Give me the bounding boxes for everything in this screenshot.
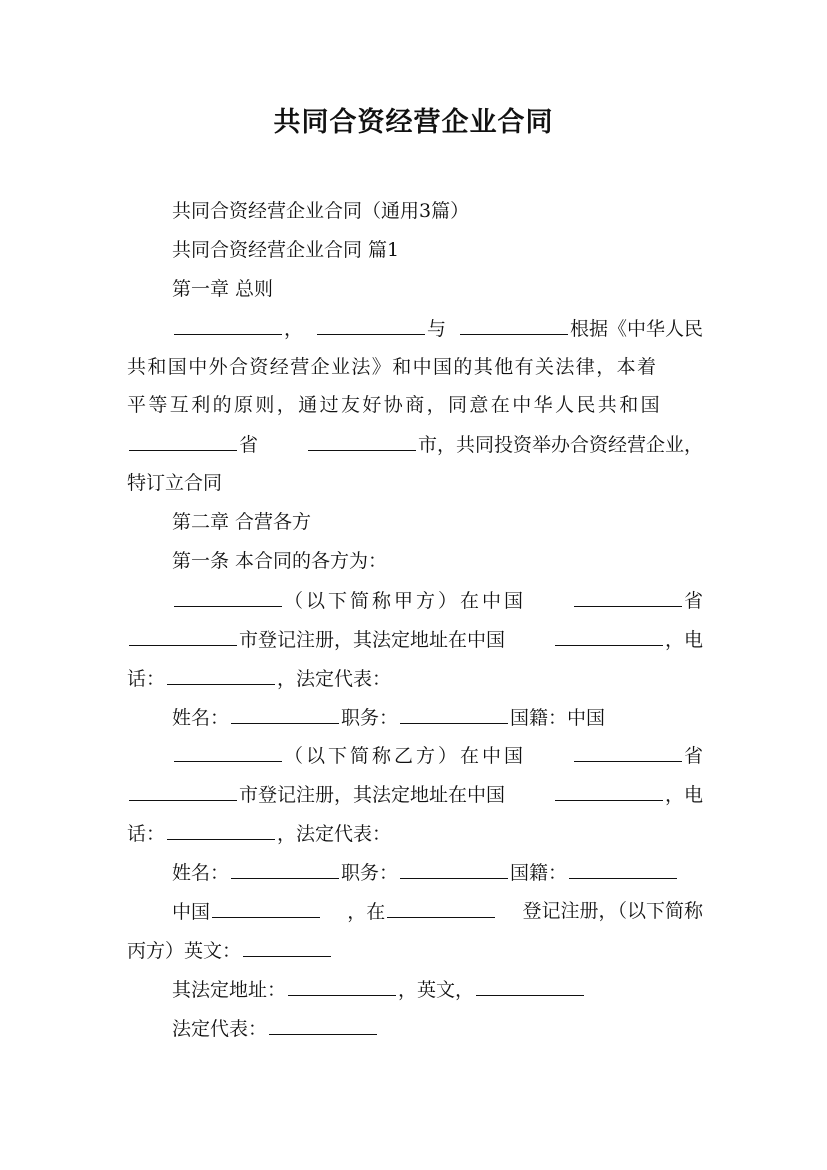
party-a-details: 姓名： 职务： 国籍：中国 [172, 707, 606, 729]
blank-field [269, 1016, 377, 1035]
blank-field [400, 705, 508, 724]
article-one-heading: 第一条 本合同的各方为： [172, 550, 388, 572]
party-b-line: 市登记注册，其法定地址在中国 ，电 [127, 782, 703, 807]
party-c-line: 丙方）英文： [127, 938, 703, 963]
blank-field [574, 743, 682, 762]
blank-field [167, 666, 275, 685]
blank-field [460, 316, 568, 335]
party-a-line: 市登记注册，其法定地址在中国 ，电 [127, 627, 703, 652]
chapter-one-heading: 第一章 总则 [172, 278, 274, 300]
party-a-line: 话： ，法定代表： [127, 668, 392, 690]
paragraph-section-heading: 共同合资经营企业合同 篇1 [172, 239, 400, 261]
blank-field [174, 588, 282, 607]
blank-field [569, 860, 677, 879]
party-a-line: （以下简称甲方）在中国 省 [172, 588, 703, 613]
blank-field [574, 588, 682, 607]
blank-field [387, 899, 495, 918]
party-c-representative: 法定代表： [172, 1016, 703, 1041]
party-c-line: 中国 ，在 登记注册，（以下简称 [172, 900, 703, 923]
party-b-line: （以下简称乙方）在中国 省 [172, 743, 703, 768]
blank-field [317, 316, 425, 335]
blank-field [129, 782, 237, 801]
paragraph-line: 特订立合同 [127, 472, 223, 494]
blank-field [308, 432, 416, 451]
blank-field [288, 977, 396, 996]
blank-field [476, 977, 584, 996]
paragraph-line: ， 与 根据《中华人民 [172, 316, 703, 341]
blank-field [129, 627, 237, 646]
party-b-details: 姓名： 职务： 国籍： [172, 860, 703, 885]
paragraph-subtitle: 共同合资经营企业合同（通用3篇） [172, 200, 470, 222]
document-title: 共同合资经营企业合同 [273, 107, 554, 138]
paragraph-line: 省 市，共同投资举办合资经营企业， [127, 432, 703, 457]
paragraph-line: 共和国中外合资经营企业法》和中国的其他有关法律，本着 [127, 356, 658, 378]
chapter-two-heading: 第二章 合营各方 [172, 511, 312, 533]
blank-field [555, 782, 663, 801]
party-c-address: 其法定地址： ，英文， [172, 977, 703, 1002]
blank-field [555, 627, 663, 646]
blank-field [174, 316, 282, 335]
blank-field [174, 743, 282, 762]
paragraph-line: 平等互利的原则，通过友好协商，同意在中华人民共和国 [127, 394, 663, 416]
party-b-line: 话： ，法定代表： [127, 823, 392, 845]
blank-field [212, 899, 320, 918]
blank-field [167, 821, 275, 840]
blank-field [231, 705, 339, 724]
blank-field [231, 860, 339, 879]
blank-field [400, 860, 508, 879]
blank-field [243, 938, 331, 957]
blank-field [129, 432, 237, 451]
